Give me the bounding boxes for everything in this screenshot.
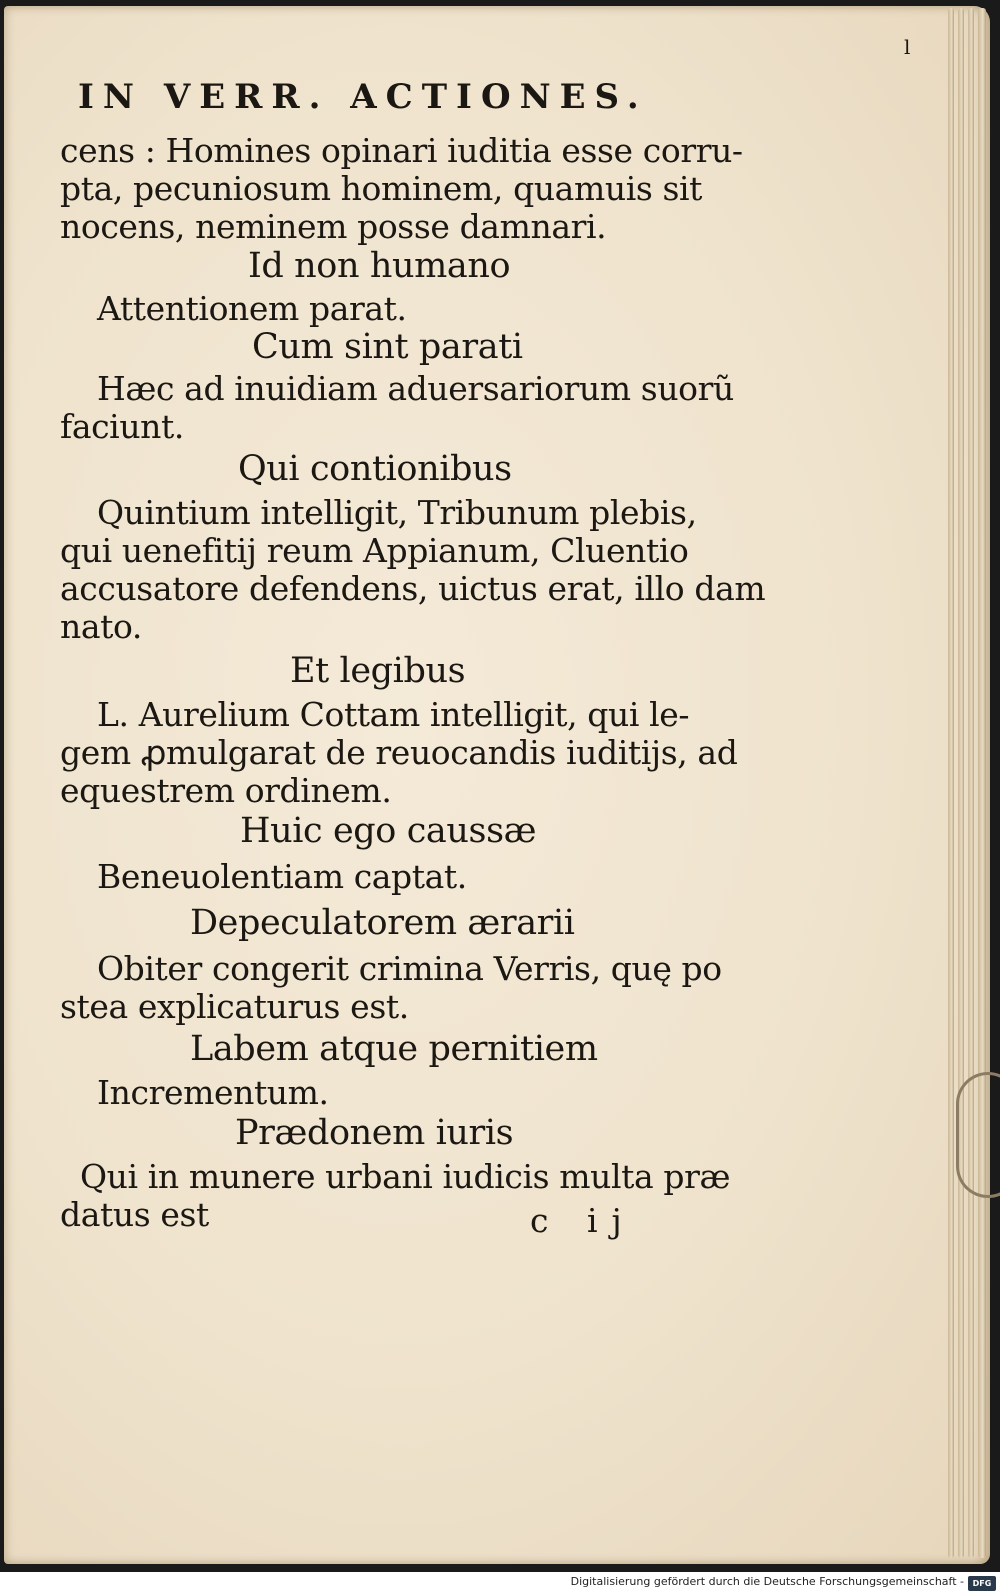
lemma-heading: Qui contionibus xyxy=(238,449,512,489)
text-line: gem ꝓmulgarat de reuocandis iuditijs, ad xyxy=(60,733,738,772)
text-line: nocens, neminem posse damnari. xyxy=(60,207,607,246)
running-head: IN VERR. ACTIONES. xyxy=(78,77,648,117)
text-line: faciunt. xyxy=(60,407,184,446)
text-line: stea explicaturus est. xyxy=(60,987,409,1026)
text-line: cens : Homines opinari iuditia esse corru- xyxy=(60,131,743,170)
folio-number: l xyxy=(904,35,910,59)
lemma-heading: Et legibus xyxy=(290,651,466,691)
signature-mark: c ij xyxy=(530,1201,636,1240)
text-line: L. Aurelium Cottam intelligit, qui le- xyxy=(97,695,690,734)
text-line: Quintium intelligit, Tribunum plebis, xyxy=(97,493,697,532)
text-line: accusatore defendens, uictus erat, illo dam xyxy=(60,569,766,608)
text-line: Qui in munere urbani iudicis multa præ xyxy=(80,1157,731,1196)
text-line: Obiter congerit crimina Verris, quę po xyxy=(97,949,722,988)
dfg-logo: DFG xyxy=(968,1576,996,1591)
lemma-heading: Depeculatorem ærarii xyxy=(190,903,575,943)
lemma-heading: Labem atque pernitiem xyxy=(190,1029,598,1069)
text-line: Incrementum. xyxy=(97,1073,329,1112)
text-line: datus est xyxy=(60,1195,209,1234)
text-line: Attentionem parat. xyxy=(97,289,407,328)
text-line: equestrem ordinem. xyxy=(60,771,392,810)
text-line: qui uenefitij reum Appianum, Cluentio xyxy=(60,531,689,570)
footer-credit: Digitalisierung gefördert durch die Deutsche Forschungsgemeinschaft - xyxy=(570,1575,964,1588)
digitization-footer xyxy=(0,1572,1000,1596)
text-line: nato. xyxy=(60,607,142,646)
lemma-heading: Cum sint parati xyxy=(252,327,523,367)
lemma-heading: Huic ego caussæ xyxy=(240,811,537,851)
text-line: pta, pecuniosum hominem, quamuis sit xyxy=(60,169,703,208)
text-line: Beneuolentiam captat. xyxy=(97,857,467,896)
lemma-heading: Id non humano xyxy=(248,246,511,286)
lemma-heading: Prædonem iuris xyxy=(235,1113,514,1153)
text-line: Hæc ad inuidiam aduersariorum suorũ xyxy=(97,369,734,408)
